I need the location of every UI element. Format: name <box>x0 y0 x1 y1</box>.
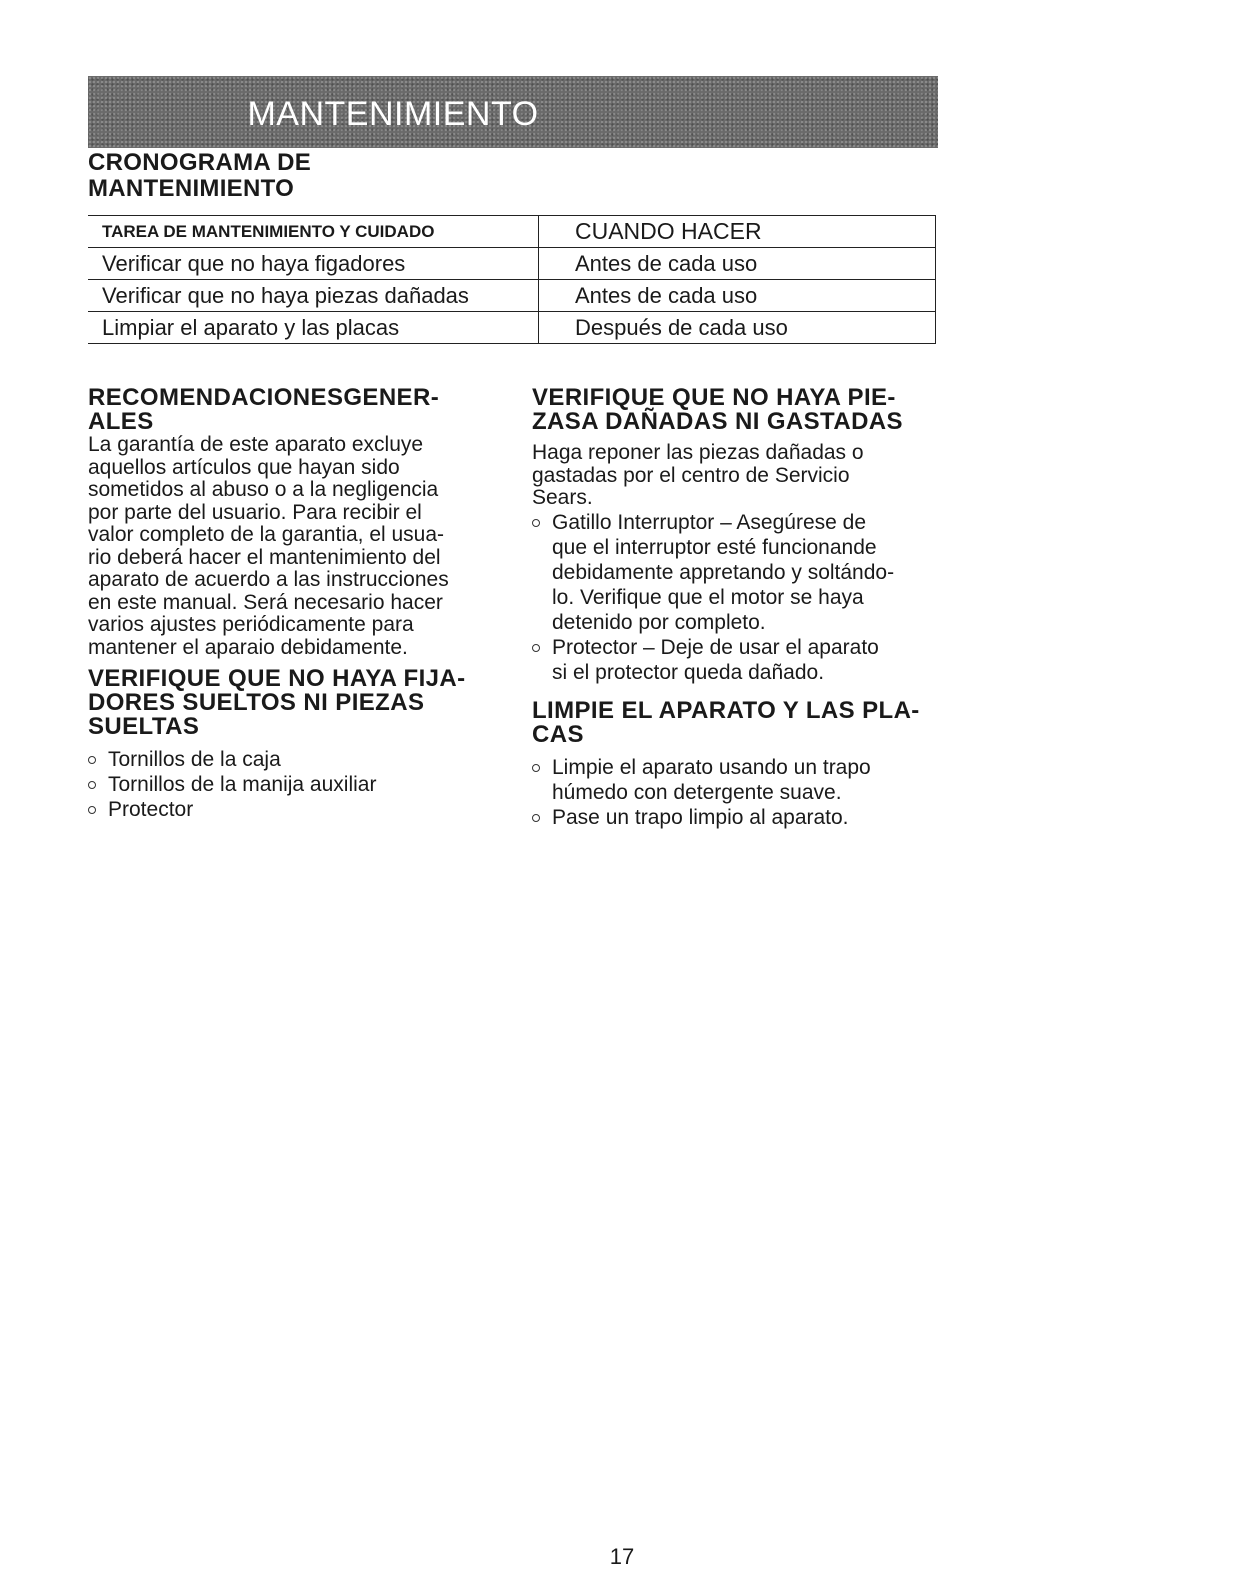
item-line: Limpie el aparato usando un trapo <box>552 755 871 779</box>
page-number: 17 <box>609 1544 635 1569</box>
body-line: gastadas por el centro de Servicio <box>532 463 850 487</box>
list-item <box>532 755 952 805</box>
general-recommendations-body <box>88 434 508 659</box>
left-column <box>88 386 508 822</box>
schedule-title: CRONOGRAMA DE MANTENIMIENTO <box>88 149 312 202</box>
table-cell-when: Antes de cada uso <box>539 248 936 280</box>
heading-line: RECOMENDACIONESGENER- <box>88 384 440 411</box>
item-line: si el protector queda dañado. <box>552 660 825 684</box>
body-line: valor completo de la garantia, el usua- <box>88 523 445 546</box>
section-banner <box>88 76 938 148</box>
body-line: por parte del usuario. Para recibir el <box>88 500 422 524</box>
table-cell-when: Después de cada uso <box>539 312 936 344</box>
right-column <box>532 386 952 830</box>
list-item <box>532 805 952 830</box>
body-line: mantener el aparaio debidamente. <box>88 635 408 659</box>
list-item: Protector <box>88 797 508 822</box>
item-line: detenido por completo. <box>552 610 766 634</box>
body-line: La garantía de este aparato excluye <box>88 433 424 456</box>
heading-line: VERIFIQUE QUE NO HAYA FIJA- <box>88 665 466 692</box>
list-item: Tornillos de la caja <box>88 747 508 772</box>
table-row <box>88 280 936 312</box>
item-line: que el interruptor esté funcionande <box>552 535 877 559</box>
table-header-when: CUANDO HACER <box>539 216 936 248</box>
clean-list <box>532 755 952 830</box>
heading-line: LIMPIE EL APARATO Y LAS PLA- <box>532 696 920 724</box>
general-recommendations-heading <box>88 386 508 434</box>
body-line: rio deberá hacer el mantenimiento del <box>88 545 441 569</box>
table-cell-task: Verificar que no haya figadores <box>88 248 539 280</box>
body-line: Sears. <box>532 486 593 509</box>
table-cell-task: Limpiar el aparato y las placas <box>88 312 539 344</box>
body-line: sometidos al abuso o a la negligencia <box>88 478 439 501</box>
item-line: húmedo con detergente suave. <box>552 780 842 804</box>
table-cell-when: Antes de cada uso <box>539 280 936 312</box>
list-item: Tornillos de la manija auxiliar <box>88 772 508 797</box>
clean-appliance-heading <box>532 696 952 748</box>
check-fasteners-heading <box>88 667 508 739</box>
item-line: lo. Verifique que el motor se haya <box>552 585 864 609</box>
fasteners-list <box>88 747 508 822</box>
item-line: Protector – Deje de usar el aparato <box>552 635 879 659</box>
table-row <box>88 312 936 344</box>
item-line: Gatillo Interruptor – Asegúrese de <box>552 510 867 534</box>
heading-line: DORES SUELTOS NI PIEZAS <box>88 689 425 716</box>
damaged-parts-body <box>532 442 952 510</box>
body-line: en este manual. Será necesario hacer <box>88 590 443 614</box>
table-header-task: TAREA DE MANTENIMIENTO Y CUIDADO <box>88 216 539 248</box>
table-row <box>88 248 936 280</box>
heading-line: ZASA DAÑADAS NI GASTADAS <box>532 408 903 435</box>
table-header-row <box>88 216 936 248</box>
table-cell-task: Verificar que no haya piezas dañadas <box>88 280 539 312</box>
check-damaged-parts-heading <box>532 386 952 434</box>
body-line: varios ajustes periódicamente para <box>88 613 414 636</box>
list-item <box>532 510 952 635</box>
heading-line: CAS <box>532 720 584 748</box>
maintenance-schedule-table <box>88 215 936 344</box>
item-line: Pase un trapo limpio al aparato. <box>552 805 849 829</box>
heading-line: VERIFIQUE QUE NO HAYA PIE- <box>532 384 896 411</box>
damaged-parts-list <box>532 510 952 685</box>
banner-title: MANTENIMIENTO <box>247 94 539 133</box>
heading-line: SUELTAS <box>88 713 200 740</box>
heading-line: ALES <box>88 408 154 435</box>
list-item <box>532 635 952 685</box>
body-line: aquellos artículos que hayan sido <box>88 455 400 479</box>
body-line: aparato de acuerdo a las instrucciones <box>88 568 449 591</box>
body-line: Haga reponer las piezas dañadas o <box>532 441 864 464</box>
item-line: debidamente appretando y soltándo- <box>552 560 895 584</box>
